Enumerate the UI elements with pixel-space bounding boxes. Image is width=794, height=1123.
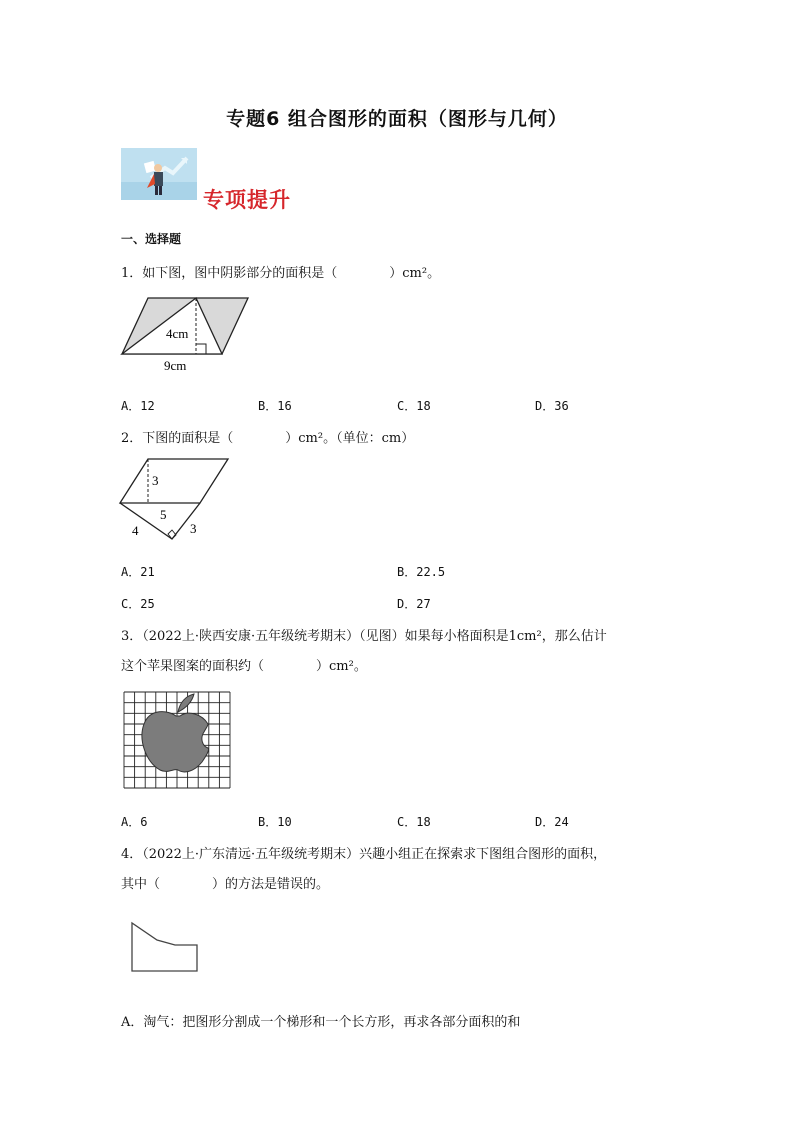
q2-mid-label: 5 — [160, 507, 167, 522]
page-title: 专题6 组合图形的面积（图形与几何） — [226, 108, 568, 130]
question-4-line1: 4．（2022上·广东清远·五年级统考期末）兴趣小组正在探索求下图组合图形的面积， — [121, 847, 607, 862]
q2-right-label: 3 — [190, 521, 197, 536]
question-3-line1: 3．（2022上·陕西安康·五年级统考期末）（见图）如果每小格面积是1cm²，那么估计 — [121, 629, 607, 644]
question-4-line2: 其中（ ）的方法是错误的。 — [121, 877, 330, 892]
q1-base-label: 9cm — [164, 358, 187, 373]
q3-option-d[interactable]: D．24 — [535, 815, 569, 829]
question-1-figure — [118, 290, 258, 382]
question-2-text: 2．下图的面积是（ ）cm²。（单位：cm） — [121, 431, 415, 446]
q2-top-label: 3 — [152, 473, 159, 488]
q2-option-a[interactable]: A．21 — [121, 565, 155, 579]
q3-option-b[interactable]: B．10 — [258, 815, 292, 829]
q1-option-a[interactable]: A．12 — [121, 399, 155, 413]
q1-option-b[interactable]: B．16 — [258, 399, 292, 413]
q1-height-label: 4cm — [166, 326, 189, 341]
q2-option-b[interactable]: B．22.5 — [397, 565, 446, 579]
q2-option-c[interactable]: C．25 — [121, 597, 155, 611]
banner-label: 专项提升 — [203, 188, 291, 212]
question-1-text: 1．如下图，图中阴影部分的面积是（ ）cm²。 — [121, 266, 441, 281]
question-3-line2: 这个苹果图案的面积约（ ）cm²。 — [121, 659, 367, 674]
question-4-figure — [129, 920, 201, 978]
banner-image — [121, 148, 197, 200]
question-3-figure — [122, 690, 232, 794]
q1-option-d[interactable]: D．36 — [535, 399, 569, 413]
q4-option-a[interactable]: A．淘气：把图形分割成一个梯形和一个长方形，再求各部分面积的和 — [121, 1015, 521, 1030]
q2-option-d[interactable]: D．27 — [397, 597, 431, 611]
question-2-figure — [116, 455, 240, 549]
q2-left-label: 4 — [132, 523, 139, 538]
section-heading: 一、选择题 — [121, 232, 182, 246]
q3-option-a[interactable]: A．6 — [121, 815, 148, 829]
q1-option-c[interactable]: C．18 — [397, 399, 431, 413]
q3-option-c[interactable]: C．18 — [397, 815, 431, 829]
